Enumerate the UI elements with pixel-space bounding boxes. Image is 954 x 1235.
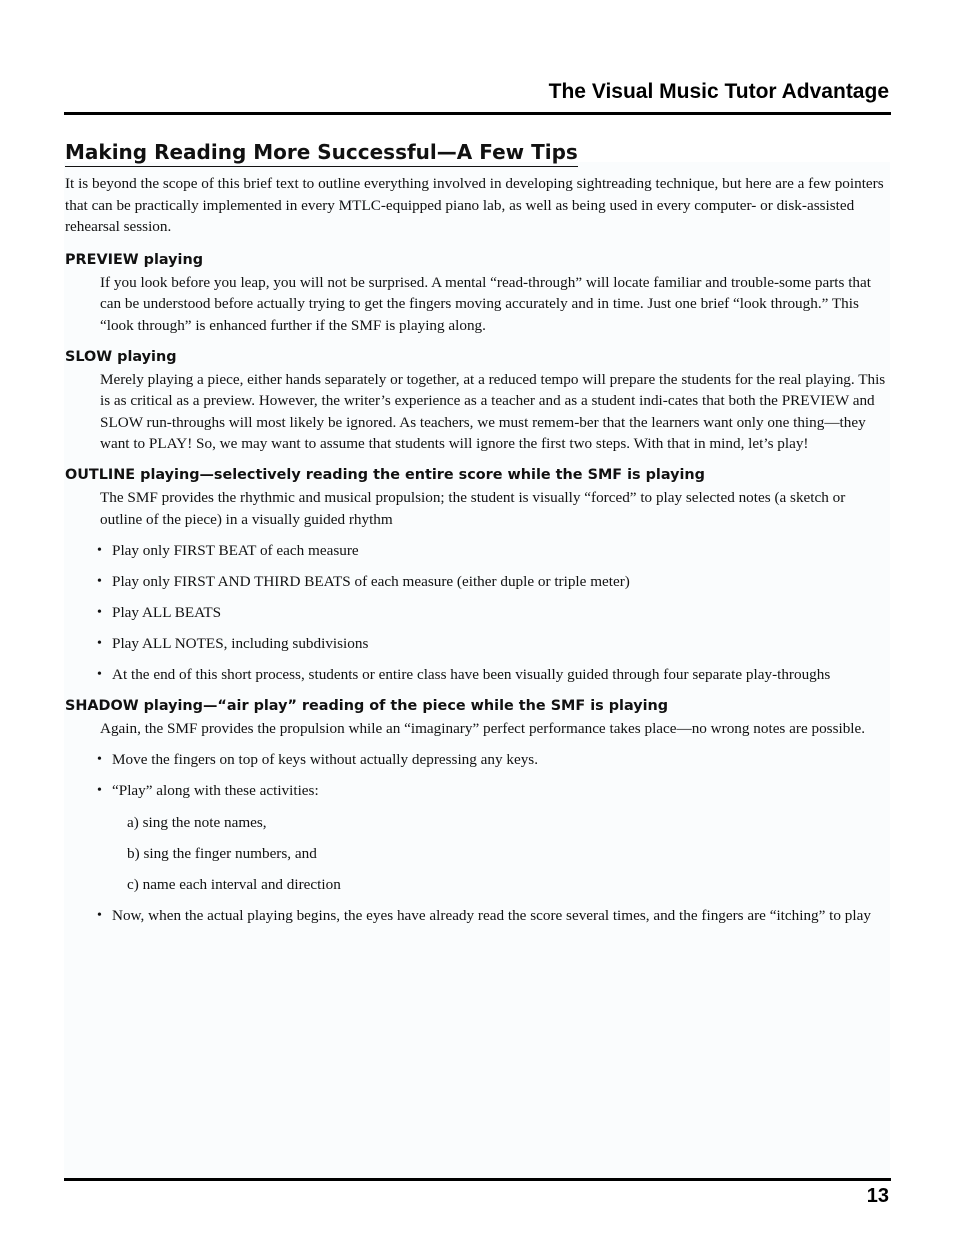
list-item: • Play ALL NOTES, including subdivisions [112,633,891,655]
bullet-icon: • [97,636,102,652]
list-item: • “Play” along with these activities: [112,780,891,802]
bullet-icon: • [97,542,102,558]
footer-rule [64,1178,891,1181]
running-header: The Visual Music Tutor Advantage [548,80,889,103]
list-item: • Play ALL BEATS [112,602,891,624]
shadow-bullet-list [65,749,891,802]
sub-item: c) name each interval and direction [127,876,341,893]
bullet-icon: • [97,908,102,924]
list-item: • Move the fingers on top of keys without actually depressing any keys. [112,749,891,771]
header-rule [64,112,891,115]
list-item: • Play only FIRST AND THIRD BEATS of each measure (either duple or triple meter) [112,571,891,593]
bullet-icon: • [97,752,102,768]
shadow-body: Again, the SMF provides the propulsion while an “imaginary” perfect performance takes place—no wrong notes are possible. [100,720,866,738]
list-item: • Now, when the actual playing begins, the eyes have already read the score several times, and the fingers are “itching” to play [112,905,891,927]
list-item: • At the end of this short process, students or entire class have been visually guided through four separate play-throughs [112,664,891,686]
article [65,138,891,927]
bullet-icon: • [97,783,102,799]
sub-item: a) sing the note names, [127,813,267,831]
bullet-icon: • [97,573,102,589]
preview-body: If you look before you leap, you will not be surprised. A mental “read-through” will locate familiar and trouble-some parts that can be understood before actually trying to get the fingers moving accurately and in time. Just one brief “look through.” This “look through” is enhanced further if the SMF is playing along. [100,273,871,334]
slow-body: Merely playing a piece, either hands separately or together, at a reduced tempo will prepare the students for the real playing. This is as critical as a preview. However, the writer’s experience as a teacher and as a student indi-cates that both the PREVIEW and SLOW run-throughs will most likely be ignored. As teachers, we must remem-ber that the learners want only one thing—they want to PLAY! So, we may want to assume that students will ignore the first two steps. With that in mind, let’s play! [100,370,886,453]
intro-paragraph: It is beyond the scope of this brief text to outline everything involved in developing sightreading technique, but here are a few pointers that can be practically implemented in every MTLC-equipped piano lab, as well as being used in every computer- or disk-assisted rehearsal session. [65,175,884,236]
bullet-icon: • [97,667,102,683]
outline-body: The SMF provides the rhythmic and musical propulsion; the student is visually “forced” to play selected notes (a sketch or outline of the piece) in a visually guided rhythm [100,488,846,528]
heading-slow: SLOW playing [65,348,177,365]
heading-preview: PREVIEW playing [65,251,204,268]
sub-item: b) sing the finger numbers, and [127,844,317,862]
list-item: • Play only FIRST BEAT of each measure [112,540,891,562]
heading-outline: OUTLINE playing—selectively reading the entire score while the SMF is playing [65,466,705,483]
bullet-icon: • [97,605,102,621]
article-title: Making Reading More Successful—A Few Tips [65,138,578,167]
shadow-final-list [65,905,891,927]
page-number: 13 [866,1185,889,1207]
outline-bullet-list [65,540,891,686]
heading-shadow: SHADOW playing—“air play” reading of the piece while the SMF is playing [65,698,669,715]
